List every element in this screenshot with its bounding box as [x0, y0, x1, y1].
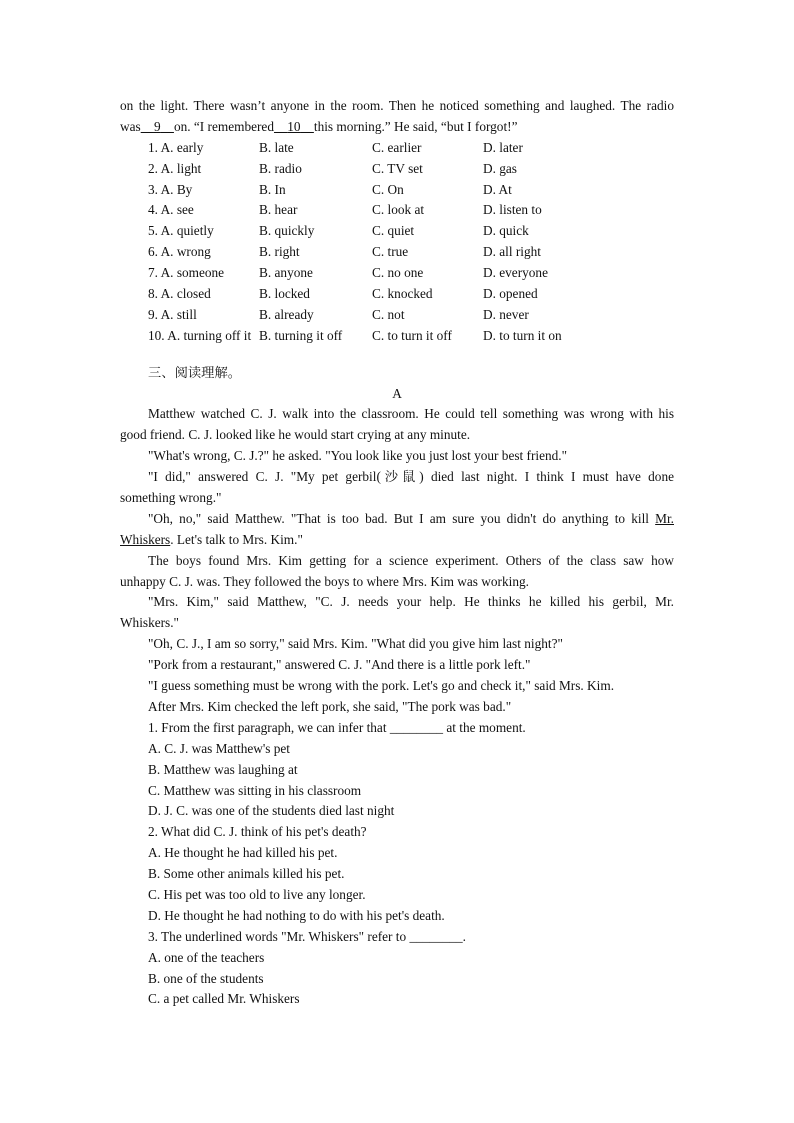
answer-option: C. His pet was too old to live any longer.	[148, 886, 366, 902]
answer-option: A. He thought he had killed his pet.	[148, 845, 338, 861]
passage-label: A	[392, 385, 402, 401]
cloze-text-line: on the light. There wasn’t anyone in the room. Then he noticed something and laughed. The radio	[120, 98, 674, 113]
answer-option: C. Matthew was sitting in his classroom	[148, 782, 362, 798]
cloze-text: on. “I remembered	[173, 118, 274, 134]
option-row: 6. A. wrong B. right C. true D. all right	[148, 244, 541, 260]
answer-option: A. one of the teachers	[148, 949, 265, 965]
document-body	[120, 96, 674, 1010]
option-row: 3. A. By B. In C. On D. At	[148, 181, 512, 197]
passage-line: "What's wrong, C. J.?" he asked. "You look like you just lost your best friend."	[148, 448, 568, 464]
passage-line: Whiskers."	[120, 615, 179, 631]
option-row: 8. A. closed B. locked C. knocked D. opened	[148, 286, 538, 302]
passage-line: "I guess something must be wrong with the pork. Let's go and check it," said Mrs. Kim.	[148, 678, 615, 694]
answer-option: B. Matthew was laughing at	[148, 761, 298, 777]
option-row: 2. A. light B. radio C. TV set D. gas	[148, 160, 517, 176]
blank-9: 9	[153, 118, 161, 134]
section-title: 三、阅读理解。	[148, 364, 242, 380]
blank-10: 10	[287, 118, 301, 134]
option-row: 10. A. turning off it B. turning it off C. to turn it off D. to turn it on	[148, 327, 562, 343]
answer-option: C. a pet called Mr. Whiskers	[148, 991, 300, 1007]
passage-line: "I did," answered C. J. "My pet gerbil(沙鼠) died last night. I think I must have done	[148, 469, 674, 485]
passage-line: "Pork from a restaurant," answered C. J. "And there is a little pork left."	[148, 657, 531, 673]
cloze-text: was	[120, 118, 141, 134]
cloze-text-line	[120, 117, 674, 138]
passage-line: "Oh, C. J., I am so sorry," said Mrs. Kim. "What did you give him last night?"	[148, 636, 563, 652]
question-stem: 1. From the first paragraph, we can infer that ________ at the moment.	[148, 719, 526, 735]
cloze-text: this morning.” He said, “but I forgot!”	[313, 118, 518, 134]
question-stem: 3. The underlined words "Mr. Whiskers" refer to ________.	[148, 928, 466, 944]
passage-line: good friend. C. J. looked like he would start crying at any minute.	[120, 427, 471, 443]
question-stem: 2. What did C. J. think of his pet's death?	[148, 824, 367, 840]
passage-line: After Mrs. Kim checked the left pork, she said, "The pork was bad."	[148, 698, 512, 714]
option-row: 7. A. someone B. anyone C. no one D. everyone	[148, 265, 548, 281]
option-row: 4. A. see B. hear C. look at D. listen to	[148, 202, 542, 218]
passage-line: "Oh, no," said Matthew. "That is too bad. But I am sure you didn't do anything to kill Mr.	[148, 510, 674, 526]
passage-line: unhappy C. J. was. They followed the boys to where Mrs. Kim was working.	[120, 573, 529, 589]
passage-line: The boys found Mrs. Kim getting for a science experiment. Others of the class saw how	[148, 552, 674, 568]
passage-line: something wrong."	[120, 490, 222, 506]
answer-option: D. J. C. was one of the students died last night	[148, 803, 395, 819]
answer-option: D. He thought he had nothing to do with his pet's death.	[148, 907, 445, 923]
underlined-words: Whiskers	[120, 531, 171, 547]
answer-option: A. C. J. was Matthew's pet	[148, 740, 291, 756]
passage-line: Matthew watched C. J. walk into the classroom. He could tell something was wrong with his	[148, 406, 674, 422]
passage-line: Whiskers. Let's talk to Mrs. Kim."	[120, 531, 303, 547]
answer-option: B. one of the students	[148, 970, 264, 986]
option-row: 9. A. still B. already C. not D. never	[148, 306, 529, 322]
passage-line: "Mrs. Kim," said Matthew, "C. J. needs your help. He thinks he killed his gerbil, Mr.	[148, 594, 674, 610]
option-row: 5. A. quietly B. quickly C. quiet D. quick	[148, 223, 529, 239]
answer-option: B. Some other animals killed his pet.	[148, 866, 345, 882]
underlined-words: Mr.	[655, 510, 674, 526]
option-row: 1. A. early B. late C. earlier D. later	[148, 139, 523, 155]
